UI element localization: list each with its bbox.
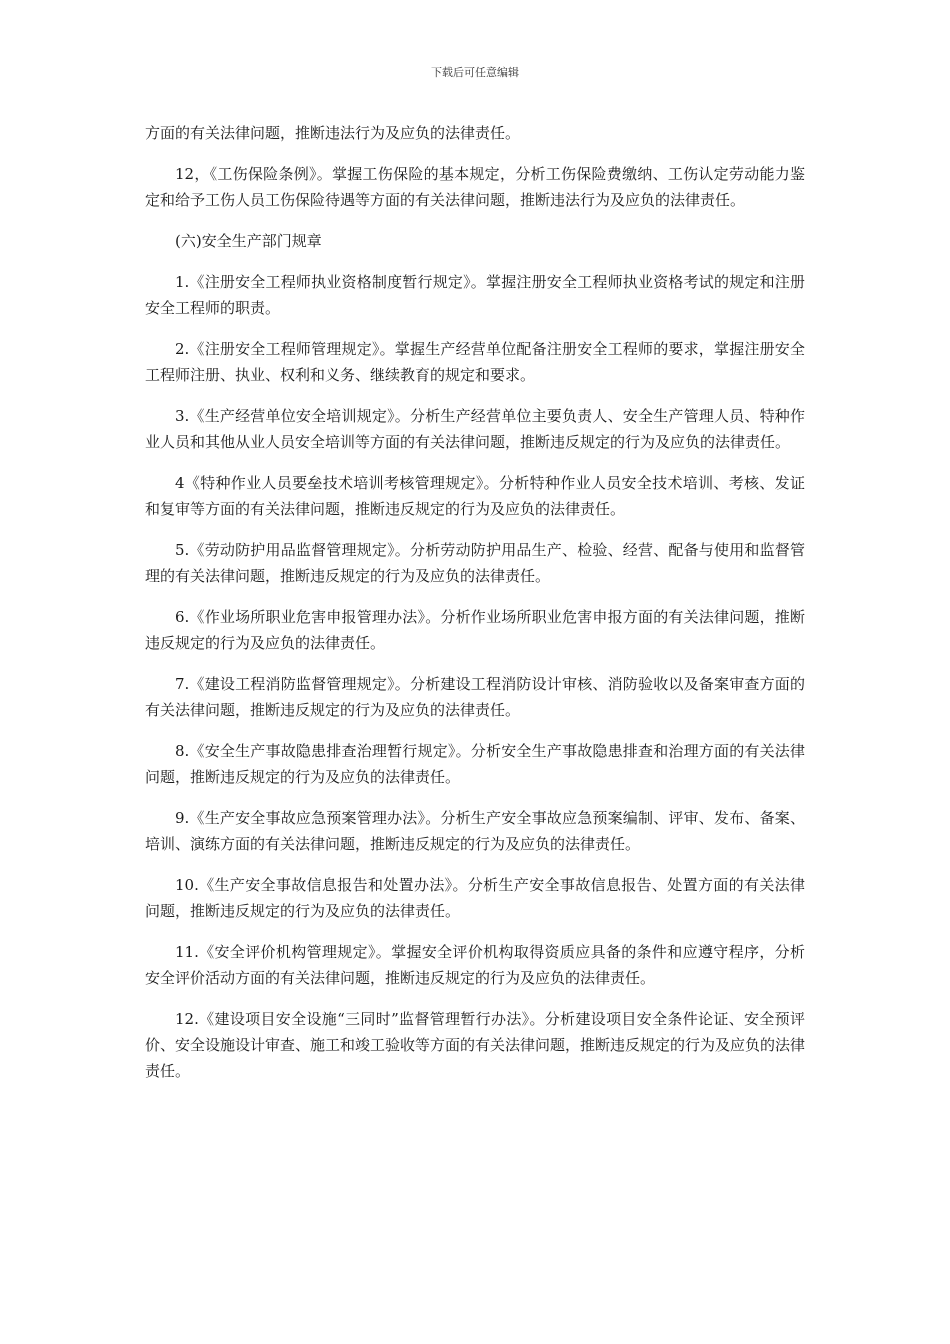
paragraph: 12，《工伤保险条例》。掌握工伤保险的基本规定，分析工伤保险费缴纳、工伤认定劳动能力鉴定和给予工伤人员工伤保险待遇等方面的有关法律问题，推断违法行为及应负的法律责任。: [145, 165, 805, 209]
paragraph: 方面的有关法律问题，推断违法行为及应负的法律责任。: [145, 124, 521, 142]
page-header: 下载后可任意编辑: [431, 66, 519, 79]
paragraph: 5.《劳动防护用品监督管理规定》。分析劳动防护用品生产、检验、经营、配备与使用和监督管理的有关法律问题，推断违反规定的行为及应负的法律责任。: [145, 541, 805, 585]
paragraph: 10.《生产安全事故信息报告和处置办法》。分析生产安全事故信息报告、处置方面的有关法律问题，推断违反规定的行为及应负的法律责任。: [145, 876, 805, 920]
paragraph: 3.《生产经营单位安全培训规定》。分析生产经营单位主要负责人、安全生产管理人员、特种作业人员和其他从业人员安全培训等方面的有关法律问题，推断违反规定的行为及应负的法律责任。: [145, 407, 805, 451]
paragraph: 2.《注册安全工程师管理规定》。掌握生产经营单位配备注册安全工程师的要求，掌握注册安全工程师注册、执业、权利和义务、继续教育的规定和要求。: [145, 340, 805, 384]
paragraph: 6.《作业场所职业危害申报管理办法》。分析作业场所职业危害申报方面的有关法律问题，推断违反规定的行为及应负的法律责任。: [145, 608, 805, 652]
section-heading: (六)安全生产部门规章: [175, 232, 322, 250]
paragraph: 12.《建设项目安全设施“三同时”监督管理暂行办法》。分析建设项目安全条件论证、安全预评价、安全设施设计审查、施工和竣工验收等方面的有关法律问题，推断违反规定的行为及应负的法律责任。: [145, 1010, 806, 1080]
paragraph: 1.《注册安全工程师执业资格制度暂行规定》。掌握注册安全工程师执业资格考试的规定和注册安全工程师的职责。: [145, 273, 805, 317]
paragraph: 9.《生产安全事故应急预案管理办法》。分析生产安全事故应急预案编制、评审、发布、备案、培训、演练方面的有关法律问题，推断违反规定的行为及应负的法律责任。: [145, 809, 805, 853]
document-body: [145, 120, 805, 1099]
paragraph: 8.《安全生产事故隐患排查治理暂行规定》。分析安全生产事故隐患排查和治理方面的有关法律问题，推断违反规定的行为及应负的法律责任。: [145, 742, 805, 786]
paragraph: 7.《建设工程消防监督管理规定》。分析建设工程消防设计审核、消防验收以及备案审查方面的有关法律问题，推断违反规定的行为及应负的法律责任。: [145, 675, 805, 719]
paragraph: 4《特种作业人员要垒技术培训考核管理规定》。分析特种作业人员安全技术培训、考核、发证和复审等方面的有关法律问题，推断违反规定的行为及应负的法律责任。: [145, 474, 805, 518]
paragraph: 11.《安全评价机构管理规定》。掌握安全评价机构取得资质应具备的条件和应遵守程序，分析安全评价活动方面的有关法律问题，推断违反规定的行为及应负的法律责任。: [145, 943, 805, 987]
